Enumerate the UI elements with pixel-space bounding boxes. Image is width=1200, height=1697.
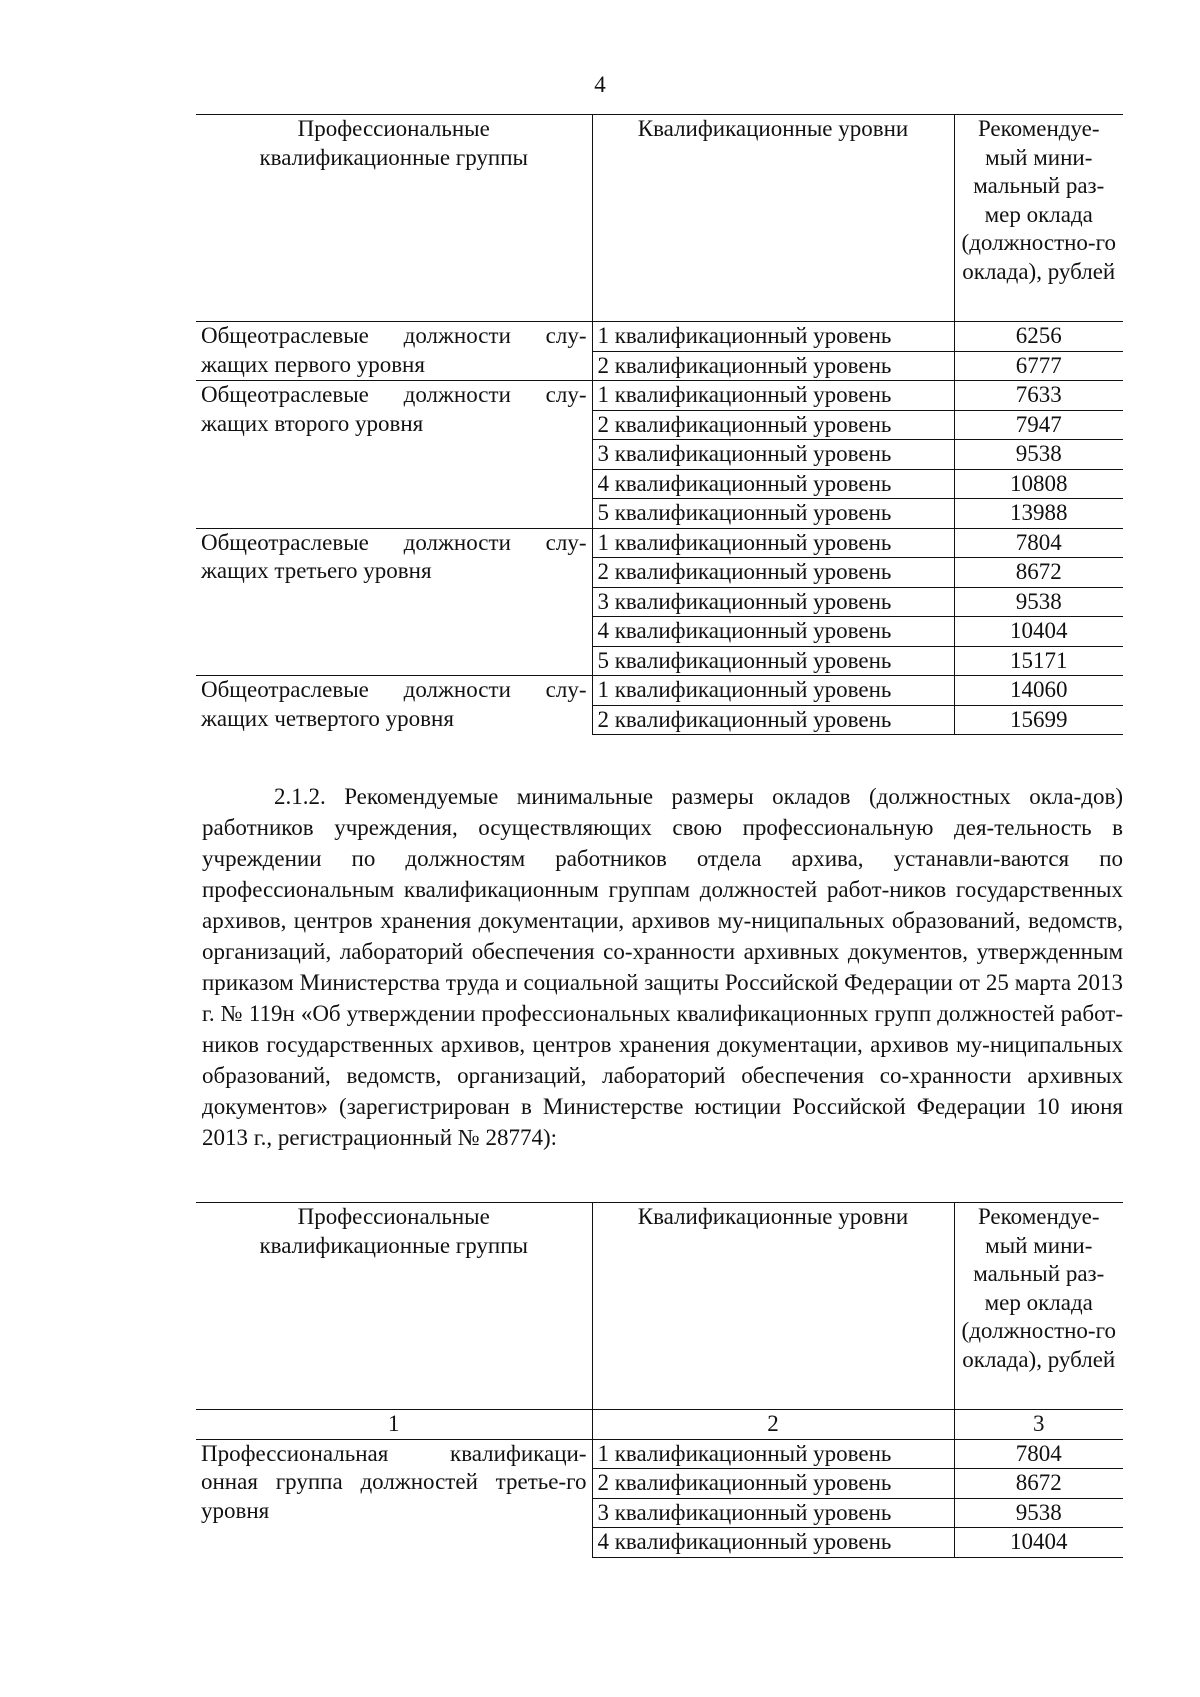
salary-value: 8672 (954, 558, 1123, 588)
qualification-level: 1 квалификационный уровень (592, 322, 954, 352)
qualification-level: 4 квалификационный уровень (592, 1528, 954, 1558)
salary-value: 7947 (954, 410, 1123, 440)
table-row (196, 676, 1123, 706)
qualification-level: 5 квалификационный уровень (592, 646, 954, 676)
qualification-level: 2 квалификационный уровень (592, 410, 954, 440)
salary-value: 10404 (954, 1528, 1123, 1558)
salary-value: 13988 (954, 499, 1123, 529)
header-professional-groups: Профессиональные квалификационные группы (196, 115, 592, 322)
column-number-row (196, 1410, 1123, 1440)
qualification-level: 1 квалификационный уровень (592, 381, 954, 411)
header-professional-groups: Профессиональные квалификационные группы (196, 1203, 592, 1410)
column-number: 1 (196, 1410, 592, 1440)
qualification-level: 2 квалификационный уровень (592, 1469, 954, 1499)
salary-value: 10404 (954, 617, 1123, 647)
professional-group-name: Общеотраслевые должности слу-жащих второго уровня (196, 381, 592, 529)
salary-table-archive-positions (196, 1202, 1123, 1558)
qualification-level: 2 квалификационный уровень (592, 558, 954, 588)
table-header-row (196, 1203, 1123, 1410)
salary-value: 15171 (954, 646, 1123, 676)
salary-table-general-positions (196, 114, 1123, 735)
qualification-level: 1 квалификационный уровень (592, 676, 954, 706)
qualification-level: 5 квалификационный уровень (592, 499, 954, 529)
professional-group-name: Общеотраслевые должности слу-жащих первого уровня (196, 322, 592, 381)
section-2-1-2-paragraph: 2.1.2. Рекомендуемые минимальные размеры окладов (должностных окла-дов) работников учреждения, осуществляющих свою профессиональную дея-тельность в учреждении по должностям работников отдела архива, устанавли-ваются по профессиональным квалификационным группам должностей работ-ников государственных архивов, центров хранения документации, архивов му-ниципальных образований, ведомств, организаций, лабораторий обеспечения со-хранности архивных документов, утвержденным приказом Министерства труда и социальной защиты Российской Федерации от 25 марта 2013 г. № 119н «Об утверждении профессиональных квалификационных групп должностей работ-ников государственных архивов, центров хранения документации, архивов му-ниципальных образований, ведомств, организаций, лабораторий обеспечения со-хранности архивных документов» (зарегистрирован в Министерстве юстиции Российской Федерации 10 июня 2013 г., регистрационный № 28774): (202, 784, 1123, 1150)
salary-value: 9538 (954, 587, 1123, 617)
qualification-level: 1 квалификационный уровень (592, 1439, 954, 1469)
qualification-level: 3 квалификационный уровень (592, 587, 954, 617)
professional-group-name: Общеотраслевые должности слу-жащих третьего уровня (196, 528, 592, 676)
qualification-level: 2 квалификационный уровень (592, 705, 954, 735)
table-row (196, 381, 1123, 411)
column-number: 3 (954, 1410, 1123, 1440)
qualification-level: 1 квалификационный уровень (592, 528, 954, 558)
header-qualification-levels: Квалификационные уровни (592, 1203, 954, 1410)
qualification-level: 4 квалификационный уровень (592, 617, 954, 647)
qualification-level: 3 квалификационный уровень (592, 440, 954, 470)
column-number: 2 (592, 1410, 954, 1440)
salary-value: 7633 (954, 381, 1123, 411)
salary-value: 7804 (954, 528, 1123, 558)
salary-value: 14060 (954, 676, 1123, 706)
salary-value: 9538 (954, 1498, 1123, 1528)
salary-value: 15699 (954, 705, 1123, 735)
qualification-level: 3 квалификационный уровень (592, 1498, 954, 1528)
table-header-row (196, 115, 1123, 322)
page-number: 4 (594, 72, 606, 97)
table-row (196, 322, 1123, 352)
salary-value: 9538 (954, 440, 1123, 470)
qualification-level: 2 квалификационный уровень (592, 351, 954, 381)
salary-value: 6777 (954, 351, 1123, 381)
professional-group-name: Профессиональная квалификаци-онная группа должностей третье-го уровня (196, 1439, 592, 1557)
salary-value: 8672 (954, 1469, 1123, 1499)
header-qualification-levels: Квалификационные уровни (592, 115, 954, 322)
qualification-level: 4 квалификационный уровень (592, 469, 954, 499)
salary-value: 10808 (954, 469, 1123, 499)
salary-value: 6256 (954, 322, 1123, 352)
professional-group-name: Общеотраслевые должности слу-жащих четвертого уровня (196, 676, 592, 735)
table-row (196, 1439, 1123, 1469)
salary-value: 7804 (954, 1439, 1123, 1469)
header-recommended-salary: Рекомендуе-мый мини-мальный раз-мер оклада (должностно-го оклада), рублей (954, 115, 1123, 322)
table-row (196, 528, 1123, 558)
header-recommended-salary: Рекомендуе-мый мини-мальный раз-мер оклада (должностно-го оклада), рублей (954, 1203, 1123, 1410)
